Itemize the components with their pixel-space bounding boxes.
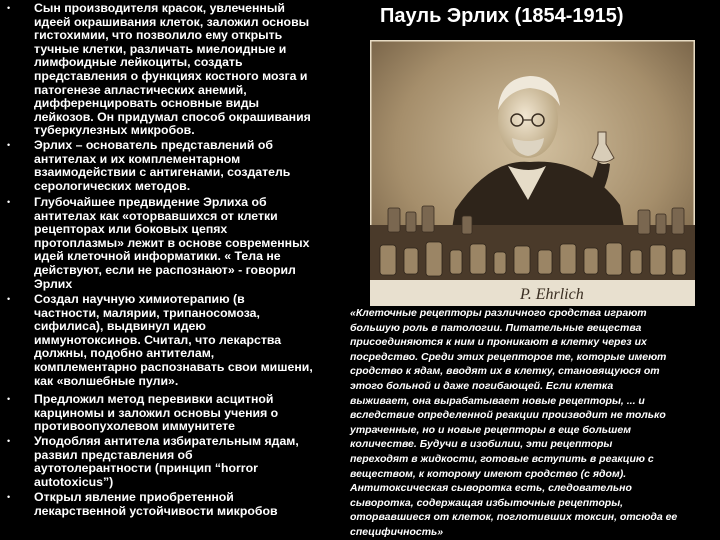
bullet-marker: • — [7, 3, 11, 13]
bullet-marker: • — [7, 140, 11, 150]
ehrlich-quote: «Клеточные рецепторы различного сродства играют большую роль в патологии. Питательные вещества присоединяются к ним и проникают в клетку через их посредство. Среди этих рецепторов те, которые имеют сродство к ядам, вводят их в клетку, становящуюся от этого больной и даже погибающей. Если клетка выживает, она вырабатывает новые рецепторы, ... и вследствие определенной реакции производит не только утраченные, но и новые рецепторы в еще большем количестве. Будучи в изобилии, эти рецепторы переходят в жидкости, готовые вступить в реакцию с веществом, к которому имеют сродство (с ядом). Антитоксическая сыворотка есть, следовательно сыворотка, содержащая избыточные рецепторы, оторвавшиеся от клеток, поглотивших токсин, отсюда ее специфичность» — [350, 307, 678, 538]
bullet-text: Глубочайшее предвидение Эрлиха об антителах как «оторвавшихся от клетки рецепторах или боковых цепях протоплазмы» лежит в основе современных идей клеточной информатики. « Тела не действуют, если не распознают» - говорил Эрлих — [34, 195, 310, 291]
slide-title: Пауль Эрлих (1854-1915) — [380, 5, 624, 27]
bullet-marker: • — [7, 394, 11, 404]
bullet-text: Эрлих – основатель представлений об антителах и их комплементарном взаимодействии с антигенами, создатель серологических методов. — [34, 138, 291, 193]
bullet-text: Сын производителя красок, увлеченный идеей окрашивания клеток, заложил основы гистохимии, что позволило ему открыть тучные клетки, различать миелоидные и лимфоидные лейкоциты, создать представления о функциях костного мозга и патогенезе апластических анемий, дифференцировать основные виды лейкозов. Он придумал способ окрашивания туберкулезных микробов. — [34, 1, 311, 138]
bullet-marker: • — [7, 197, 11, 207]
bullet-marker: • — [7, 436, 11, 446]
bullet-text: Предложил метод перевивки асцитной карциномы и заложил основы учения о противоопухолевом иммунитете — [34, 392, 279, 434]
bullet-text: Открыл явление приобретенной лекарственной устойчивости микробов — [34, 490, 278, 518]
bullet-text: Создал научную химиотерапию (в частности, малярии, трипаносомоза, сифилиса), выдвинул идею иммунотоксинов. Считал, что лекарства должны, подобно антителам, комплементарно распознавать свои мишени, как «волшебные пули». — [34, 292, 313, 388]
bullet-marker: • — [7, 294, 11, 304]
portrait-signature: P. Ehrlich — [520, 286, 584, 303]
portrait-illustration — [370, 40, 695, 306]
portrait-photo — [370, 40, 695, 306]
bullet-marker: • — [7, 492, 11, 502]
bullet-text: Уподобляя антитела избирательным ядам, развил представления об аутотолерантности (принцип “horror autotoxicus”) — [34, 434, 299, 489]
